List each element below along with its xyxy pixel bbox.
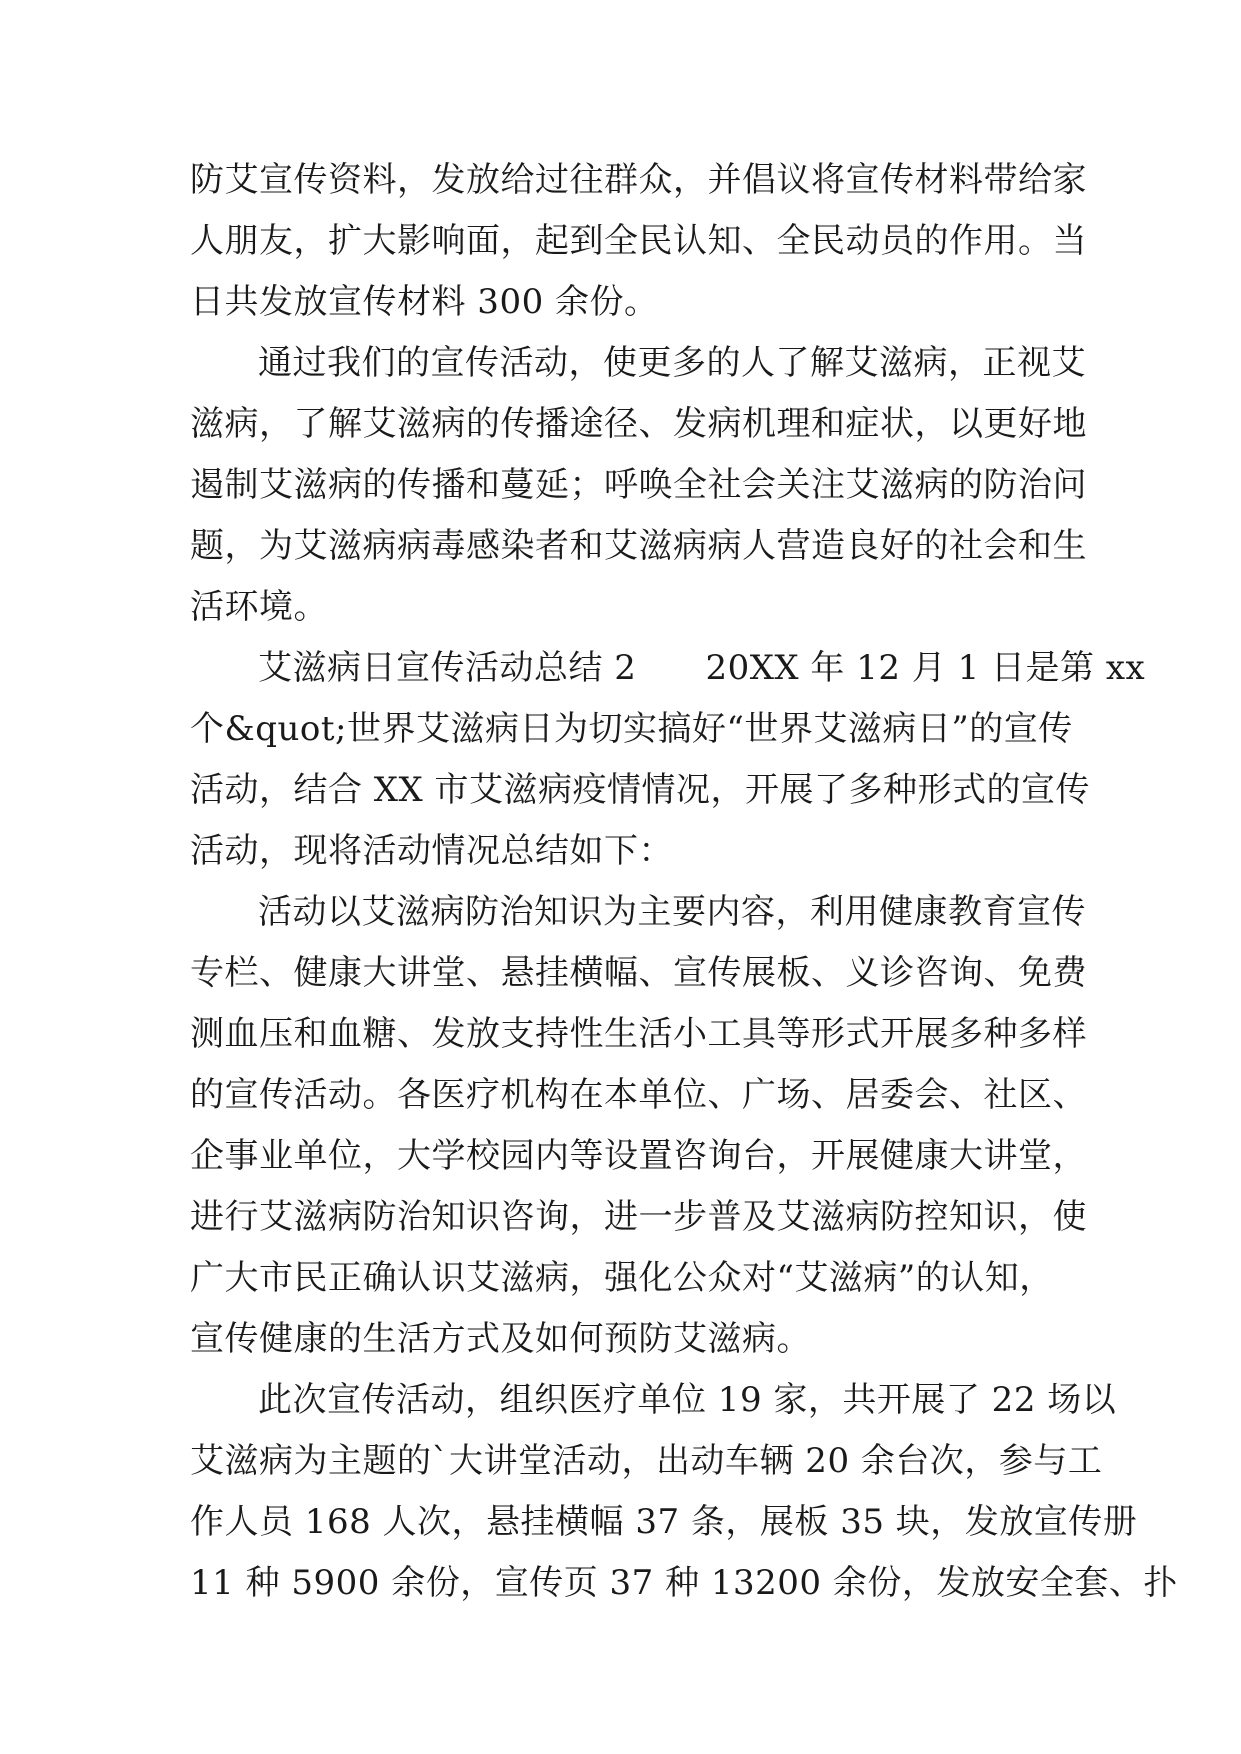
- text-line: 日共发放宣传材料 300 余份。: [190, 282, 659, 322]
- text-line: 活环境。: [190, 587, 328, 627]
- text-line: 此次宣传活动，组织医疗单位 19 家，共开展了 22 场以: [258, 1380, 1117, 1420]
- text-line: 11 种 5900 余份，宣传页 37 种 13200 余份，发放安全套、扑: [190, 1563, 1178, 1603]
- text-line: 艾滋病日宣传活动总结 2 20XX 年 12 月 1 日是第 xx: [258, 648, 1146, 688]
- text-line: 测血压和血糖、发放支持性生活小工具等形式开展多种多样: [190, 1014, 1087, 1054]
- text-line: 遏制艾滋病的传播和蔓延；呼唤全社会关注艾滋病的防治问: [190, 465, 1087, 505]
- text-line: 个&quot;世界艾滋病日为切实搞好“世界艾滋病日”的宣传: [190, 709, 1073, 749]
- text-line: 作人员 168 人次，悬挂横幅 37 条，展板 35 块，发放宣传册: [190, 1502, 1138, 1542]
- text-line: 广大市民正确认识艾滋病，强化公众对“艾滋病”的认知，: [190, 1258, 1054, 1298]
- text-line: 活动，结合 XX 市艾滋病疫情情况，开展了多种形式的宣传: [190, 770, 1091, 810]
- text-line: 人朋友，扩大影响面，起到全民认知、全民动员的作用。当: [190, 221, 1087, 261]
- text-line: 通过我们的宣传活动，使更多的人了解艾滋病，正视艾: [258, 343, 1086, 383]
- text-line: 滋病，了解艾滋病的传播途径、发病机理和症状，以更好地: [190, 404, 1087, 444]
- text-line: 防艾宣传资料，发放给过往群众，并倡议将宣传材料带给家: [190, 160, 1087, 200]
- text-line: 的宣传活动。各医疗机构在本单位、广场、居委会、社区、: [190, 1075, 1087, 1115]
- text-line: 活动，现将活动情况总结如下：: [190, 831, 673, 871]
- text-line: 宣传健康的生活方式及如何预防艾滋病。: [190, 1319, 811, 1359]
- text-line: 专栏、健康大讲堂、悬挂横幅、宣传展板、义诊咨询、免费: [190, 953, 1087, 993]
- text-line: 艾滋病为主题的`大讲堂活动，出动车辆 20 余台次，参与工: [190, 1441, 1103, 1481]
- text-line: 活动以艾滋病防治知识为主要内容，利用健康教育宣传: [258, 892, 1086, 932]
- text-line: 进行艾滋病防治知识咨询，进一步普及艾滋病防控知识，使: [190, 1197, 1087, 1237]
- document-body: [190, 150, 1178, 1614]
- text-line: 企事业单位，大学校园内等设置咨询台，开展健康大讲堂，: [190, 1136, 1087, 1176]
- text-line: 题，为艾滋病病毒感染者和艾滋病病人营造良好的社会和生: [190, 526, 1087, 566]
